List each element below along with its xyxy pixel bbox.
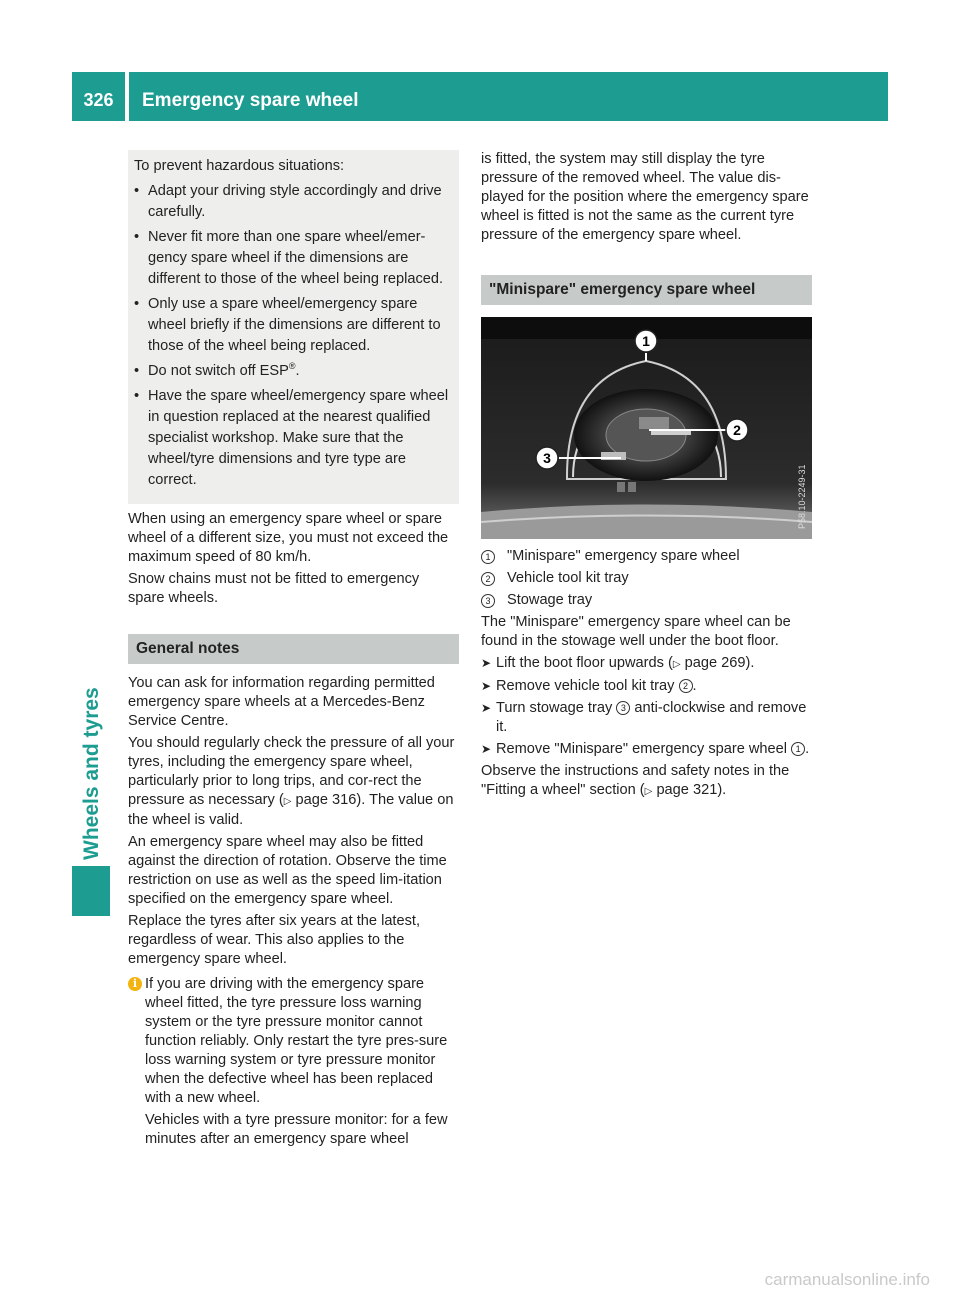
page-number: 326	[72, 72, 125, 121]
chapter-side-tab-label: Wheels and tyres	[80, 687, 103, 860]
step-arrow-icon: ➤	[481, 742, 492, 756]
watermark-footer: carmanualsonline.info	[764, 1270, 930, 1289]
figure-callout-1: 1	[642, 333, 650, 349]
instruction-step: ➤ Lift the boot floor upwards (▷ page 269).	[481, 655, 755, 671]
step-arrow-icon: ➤	[481, 656, 492, 670]
paragraph-continued: is fitted, the system may still display the tyre pressure of the removed wheel. The value dis-played for the position where the emergency spare wheel is fitted is not the same as the current tyre pressure of the emergency spare wheel.	[481, 151, 809, 243]
number-circle-icon: 3	[481, 594, 495, 608]
spare-wheel-photo	[481, 317, 812, 539]
instruction-step: ➤ Remove vehicle tool kit tray 2 .	[481, 678, 697, 694]
number-circle-icon: 1	[481, 550, 495, 564]
section-heading-minispare: "Minispare" emergency spare wheel	[481, 275, 812, 305]
header-bar	[129, 72, 888, 121]
section-heading-general-notes: General notes	[128, 634, 459, 664]
chapter-side-tab	[80, 687, 106, 861]
step-arrow-icon: ➤	[481, 679, 492, 693]
number-circle-icon: 3	[616, 701, 630, 715]
info-icon: i	[128, 977, 142, 991]
info-paragraph: If you are driving with the emergency spare wheel fitted, the tyre pressure loss warning system or the tyre pressure monitor cannot function reliably. Only restart the tyre pres-sure loss warning system or tyre pressure monitor when the defective wheel has been replaced with a new wheel.	[145, 976, 448, 1106]
page-ref-arrow-icon: ▷	[672, 659, 681, 670]
page-title: Emergency spare wheel	[142, 90, 359, 111]
paragraph-pressure: You should regularly check the pressure of all your tyres, including the emergency spare wheel, particularly prior to long trips, and cor-rect the pressure as necessary (▷ page 316). The value on the wheel is valid.	[128, 735, 455, 828]
legend-item: 1 "Minispare" emergency spare wheel	[481, 547, 812, 566]
page-ref-arrow-icon: ▷	[644, 786, 653, 797]
info-paragraph: Vehicles with a tyre pressure monitor: for a few minutes after an emergency spare wheel	[145, 1112, 448, 1147]
warning-intro: To prevent hazardous situations:	[134, 158, 345, 174]
instruction-step: ➤ Remove "Minispare" emergency spare wheel 1 .	[481, 741, 810, 757]
info-note	[128, 975, 459, 1149]
page-reference-link[interactable]: page 269	[684, 655, 746, 671]
page-reference-link[interactable]: page 316	[295, 792, 357, 808]
instruction-step: ➤ Turn stowage tray 3 anti-clockwise and remove it.	[481, 700, 807, 735]
paragraph-found: The "Minispare" emergency spare wheel can be found in the stowage well under the boot floor.	[481, 614, 791, 649]
paragraph-info: You can ask for information regarding permitted emergency spare wheels at a Mercedes-Benz Service Centre.	[128, 675, 435, 729]
warning-item: • Have the spare wheel/emergency spare wheel in question replaced at the nearest qualified specialist workshop. Make sure that the wheel/tyre dimensions and tyre type are correct.	[134, 386, 451, 491]
number-circle-icon: 2	[679, 679, 693, 693]
step-arrow-icon: ➤	[481, 701, 492, 715]
left-column	[128, 150, 459, 1152]
number-circle-icon: 1	[791, 742, 805, 756]
paragraph-snow-chains: Snow chains must not be fitted to emergency spare wheels.	[128, 571, 420, 606]
warning-item-esp: • Do not switch off ESP®.	[134, 361, 451, 382]
figure-code: P58.10-2249-31	[797, 464, 807, 529]
warning-item: • Adapt your driving style accordingly and drive carefully.	[134, 181, 451, 223]
paragraph-speed: When using an emergency spare wheel or spare wheel of a different size, you must not exceed the maximum speed of 80 km/h.	[128, 511, 449, 565]
legend-item: 2 Vehicle tool kit tray	[481, 569, 812, 588]
figure-callout-2: 2	[733, 422, 741, 438]
legend-item: 3 Stowage tray	[481, 591, 812, 610]
warning-box	[128, 150, 459, 504]
spare-wheel-illustration	[481, 317, 812, 539]
paragraph-observe: Observe the instructions and safety notes in the "Fitting a wheel" section (▷ page 321).	[481, 763, 790, 798]
paragraph-rotation: An emergency spare wheel may also be fitted against the direction of rotation. Observe the time restriction on use as well as the speed lim-itation specified on the emergency spare wheel.	[128, 834, 447, 907]
page-ref-arrow-icon: ▷	[283, 796, 292, 807]
figure-callout-3: 3	[543, 450, 551, 466]
page-header	[72, 72, 888, 121]
page-reference-link[interactable]: page 321	[656, 782, 718, 798]
right-column	[481, 150, 812, 804]
number-circle-icon: 2	[481, 572, 495, 586]
warning-item: • Only use a spare wheel/emergency spare wheel briefly if the dimensions are different to those of the wheel being replaced.	[134, 294, 451, 357]
warning-list	[134, 181, 451, 491]
chapter-side-marker	[72, 866, 110, 916]
warning-item: • Never fit more than one spare wheel/emer-gency spare wheel if the dimensions are different to those of the wheel being replaced.	[134, 227, 451, 290]
paragraph-replace: Replace the tyres after six years at the latest, regardless of wear. This also applies to the emergency spare wheel.	[128, 913, 421, 967]
